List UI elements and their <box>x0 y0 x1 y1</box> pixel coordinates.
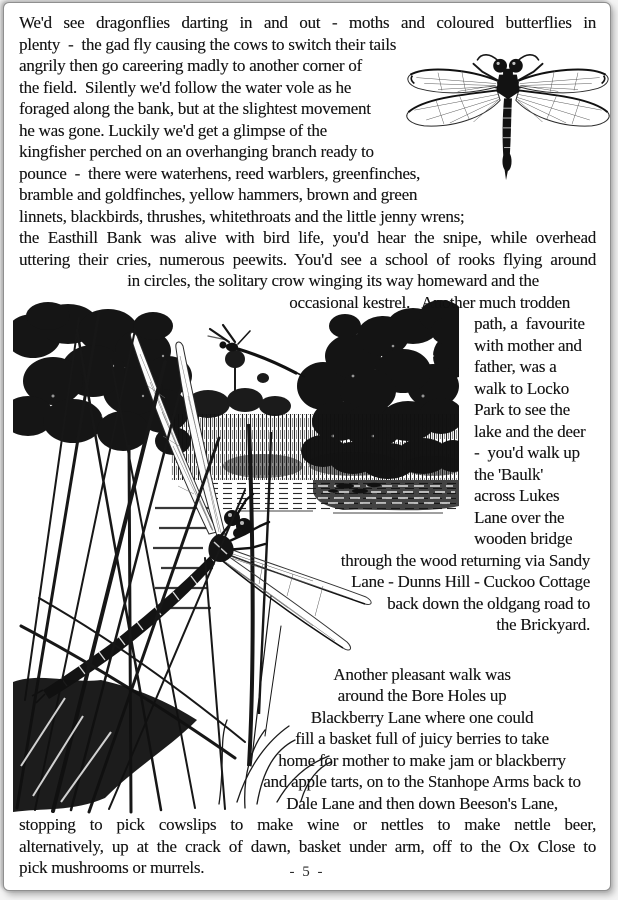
text-line: in circles, the solitary crow winging its way homeward and the <box>127 271 539 290</box>
text-line: Blackberry Lane where one could <box>310 707 534 727</box>
text-line: Lane over the <box>474 507 565 527</box>
text-line: the field. Silently we'd follow the water vole as he <box>19 77 352 97</box>
text-line: pick mushrooms or murrels. <box>19 858 205 877</box>
text-line: plenty - the gad fly causing the cows to switch their tails <box>19 34 397 54</box>
text-line: the Brickyard. <box>496 615 590 634</box>
text-line: father, was a <box>474 357 557 376</box>
text-line: fill a basket full of juicy berries to take <box>295 729 549 748</box>
text-line: walk to Locko <box>474 378 569 398</box>
page-sheet <box>3 2 611 891</box>
text-line: linnets, blackbirds, thrushes, whitethroats and the little jenny wrens; <box>19 206 465 226</box>
text-line: he was gone. Luckily we'd get a glimpse of the <box>19 120 327 140</box>
text-line: with mother and <box>474 335 582 355</box>
text-line: lake and the deer <box>474 421 586 441</box>
text-line: foraged along the bank, but at the slightest movement <box>19 99 371 118</box>
text-line: pounce - there were waterhens, reed warblers, greenfinches, <box>19 163 421 183</box>
text-line: Another pleasant walk was <box>333 664 511 684</box>
page-number: - 5 - <box>289 864 325 880</box>
text-line: We'd see dragonflies darting in and out - moths and coloured butterflies in <box>19 13 596 32</box>
page-text <box>4 12 610 879</box>
text-line: back down the oldgang road to <box>387 593 590 613</box>
text-line: and apple tarts, on to the Stanhope Arms back to <box>263 772 581 791</box>
text-line: kingfisher perched on an overhanging branch ready to <box>19 142 374 161</box>
text-line: stopping to pick cowslips to make wine or nettles to make nettle beer, <box>19 815 596 834</box>
text-line: path, a favourite <box>474 314 585 333</box>
text-line: uttering their cries, numerous peewits. You'd see a school of rooks flying around <box>19 249 596 269</box>
text-line: Lane - Dunns Hill - Cuckoo Cottage <box>351 572 590 591</box>
text-line: Park to see the <box>474 400 570 419</box>
text-line: the 'Baulk' <box>474 464 544 484</box>
text-line: around the Bore Holes up <box>337 686 507 705</box>
text-line: bramble and goldfinches, yellow hammers, brown and green <box>19 185 418 204</box>
text-line: - you'd walk up <box>474 443 580 462</box>
text-line: wooden bridge <box>474 529 573 548</box>
text-line: the Easthill Bank was alive with bird life, you'd hear the snipe, while overhead <box>19 228 596 247</box>
text-line: angrily then go careering madly to another corner of <box>19 56 362 75</box>
text-line: home for mother to make jam or blackberry <box>278 750 566 770</box>
text-line: occasional kestrel. Another much trodden <box>289 292 570 312</box>
text-line: through the wood returning via Sandy <box>340 550 590 570</box>
text-line: across Lukes <box>474 486 560 505</box>
text-line: alternatively, up at the crack of dawn, basket under arm, off to the Ox Close to <box>19 836 596 856</box>
text-line: Dale Lane and then down Beeson's Lane, <box>286 793 558 813</box>
